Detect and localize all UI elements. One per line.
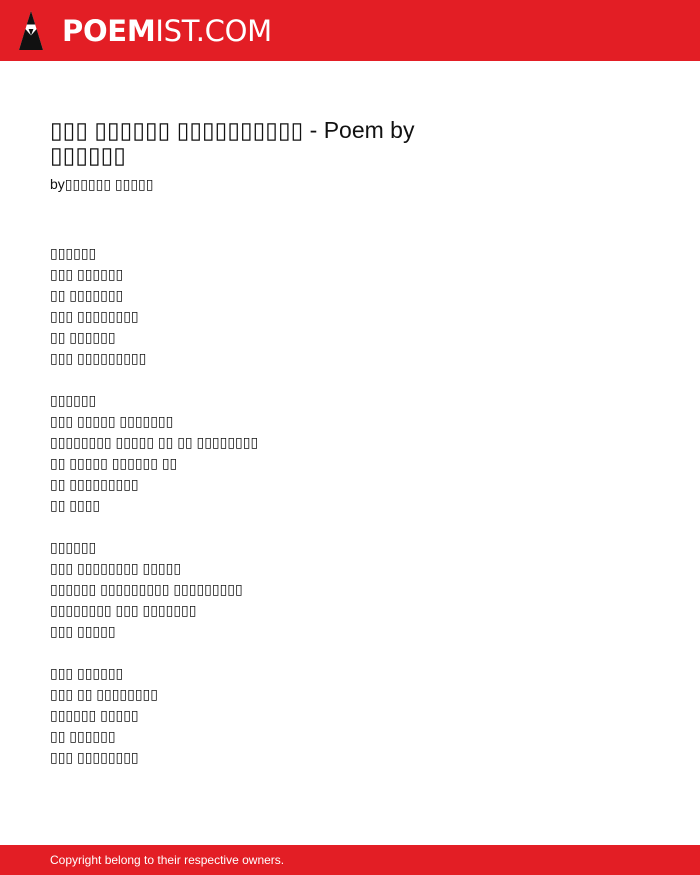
poem-line: ▯▯▯▯▯▯ bbox=[50, 245, 97, 261]
poem-line: ▯▯▯ ▯▯ ▯▯▯▯▯▯▯▯ bbox=[50, 686, 158, 702]
poem-line: ▯▯▯▯▯▯▯▯ ▯▯▯▯▯ ▯▯ ▯▯ ▯▯▯▯▯▯▯▯ bbox=[50, 434, 259, 450]
byline bbox=[50, 175, 153, 193]
poem-stanza bbox=[50, 663, 258, 768]
poem-line: ▯▯▯▯▯▯ ▯▯▯▯▯ bbox=[50, 707, 139, 723]
poem-line: ▯▯ ▯▯▯▯▯ ▯▯▯▯▯▯ ▯▯ bbox=[50, 455, 178, 471]
poem-line: ▯▯▯▯▯▯ bbox=[50, 539, 97, 555]
site-footer bbox=[0, 845, 700, 875]
poem-line: ▯▯ ▯▯▯▯▯▯ bbox=[50, 728, 116, 744]
brand-light: IST.COM bbox=[155, 13, 272, 48]
poem-line: ▯▯ ▯▯▯▯▯▯▯▯▯ bbox=[50, 476, 139, 492]
author-name: ▯▯▯▯▯▯ ▯▯▯▯▯ bbox=[64, 176, 154, 192]
poem-line: ▯▯▯ ▯▯▯▯▯▯▯▯ ▯▯▯▯▯ bbox=[50, 560, 182, 576]
copyright-notice: Copyright belong to their respective owners. bbox=[50, 853, 285, 867]
pencil-icon bbox=[18, 10, 44, 52]
poem-line: ▯▯▯▯▯▯▯▯ ▯▯▯ ▯▯▯▯▯▯▯ bbox=[50, 602, 197, 618]
site-brand bbox=[62, 13, 272, 48]
poem-line: ▯▯▯ ▯▯▯▯▯▯▯▯▯ bbox=[50, 350, 147, 366]
poem-line: ▯▯ ▯▯▯▯ bbox=[50, 497, 101, 513]
brand-bold: POEM bbox=[62, 13, 156, 48]
site-logo[interactable] bbox=[18, 10, 272, 52]
poem-line: ▯▯▯▯▯▯ ▯▯▯▯▯▯▯▯▯ ▯▯▯▯▯▯▯▯▯ bbox=[50, 581, 243, 597]
poem-stanza bbox=[50, 390, 258, 516]
poem-line: ▯▯▯ ▯▯▯▯▯▯ bbox=[50, 665, 124, 681]
poem-stanza bbox=[50, 243, 258, 369]
poem-line: ▯▯ ▯▯▯▯▯▯▯ bbox=[50, 287, 124, 303]
poem-line: ▯▯▯▯▯▯ bbox=[50, 392, 97, 408]
poem-line: ▯▯▯ ▯▯▯▯▯ ▯▯▯▯▯▯▯ bbox=[50, 413, 174, 429]
site-header bbox=[0, 0, 700, 61]
poem-line: ▯▯▯ ▯▯▯▯▯ bbox=[50, 623, 116, 639]
byline-prefix: by bbox=[50, 176, 65, 192]
poem-line: ▯▯ ▯▯▯▯▯▯ bbox=[50, 329, 116, 345]
poem-line: ▯▯▯ ▯▯▯▯▯▯▯▯ bbox=[50, 749, 139, 765]
poem-line: ▯▯▯ ▯▯▯▯▯▯▯▯ bbox=[50, 308, 139, 324]
poem-line: ▯▯▯ ▯▯▯▯▯▯ bbox=[50, 266, 124, 282]
poem-body bbox=[50, 243, 258, 789]
poem-stanza bbox=[50, 537, 258, 642]
poem-title: ▯▯▯ ▯▯▯▯▯▯ ▯▯▯▯▯▯▯▯▯▯ - Poem by ▯▯▯▯▯▯ bbox=[50, 117, 415, 168]
